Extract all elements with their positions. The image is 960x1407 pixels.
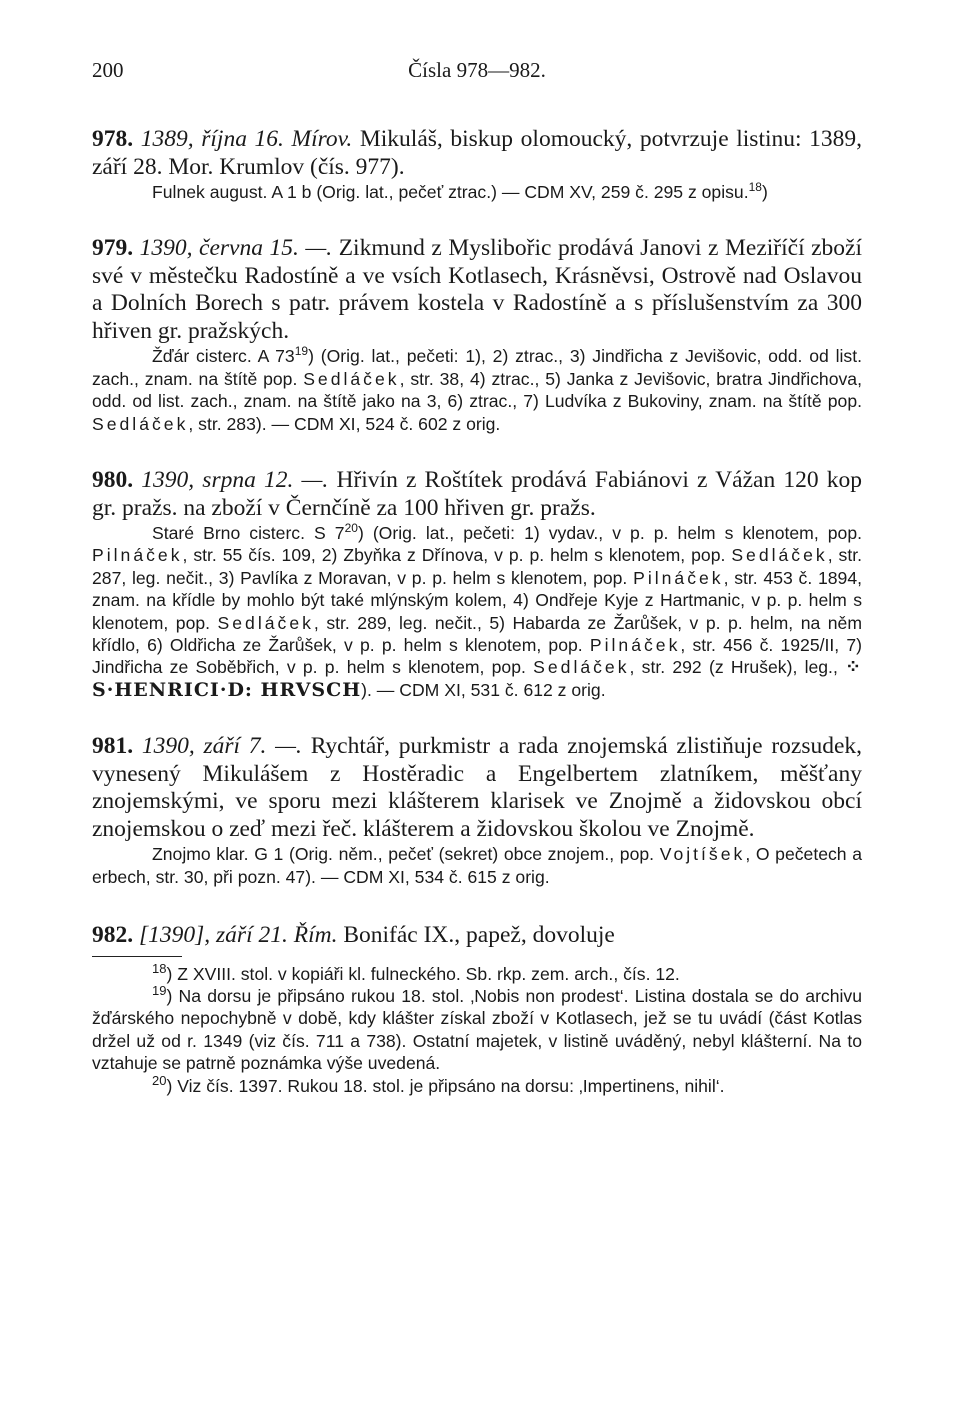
regest-date: [1390], září 21. Řím. xyxy=(139,922,338,949)
source-text: Fulnek august. A 1 b (Orig. lat., pečeť ztrac.) — CDM XV, 259 č. 295 z opisu. xyxy=(152,182,749,202)
page-header xyxy=(92,58,862,98)
regest-text: Rychtář, purkmistr a rada znojemská zlistiňuje rozsudek, vynesený Mikulášem z Hostěradic a Engelbertem zlatníkem, měšťany znojemskými, ve sporu mezi klášterem klarisek ve Znojmě a židovskou obcí znojemskou o zeď mezi řeč. klášterem a židovskou školou ve Znojmě. xyxy=(92,733,863,842)
regest-text: Bonifác IX., papež, dovoluje xyxy=(343,922,615,949)
author-name: Sedláček xyxy=(92,413,189,434)
source-text: , str. 55 čís. 109, 2) Zbyňka z Dřínova, v p. p. helm s klenotem, pop. xyxy=(182,545,732,566)
footnote-text: ) Z XVIII. stol. v kopiáři kl. fulneckého. Sb. rkp. zem. arch., čís. 12. xyxy=(166,963,680,984)
regest-heading xyxy=(92,733,862,843)
footnote-ref: 20 xyxy=(344,521,358,536)
source-note xyxy=(92,522,862,701)
source-text: , str. 292 (z Hrušek), leg., xyxy=(629,657,846,678)
regest-entry xyxy=(92,733,862,888)
source-text: , str. 453 č. 1894, znam. na křídle by mohlo být také mlýnským kolem, 4) Ondřeje Kyje z Hartmanic, v p. p. helm s klenotem, pop. xyxy=(92,567,862,633)
footnote-text: ) Viz čís. 1397. Rukou 18. stol. je připsáno na dorsu: ‚Impertinens, nihil‘. xyxy=(166,1075,725,1096)
author-name: Sedláček xyxy=(731,545,828,566)
source-text: ) xyxy=(761,182,768,202)
source-text: , str. 287, leg. nečit., 3) Pavlíka z Moravan, v p. p. helm s klenotem, pop. xyxy=(92,545,862,588)
source-text: , O pečetech a erbech, str. 30, při pozn. 47). — CDM XI, 534 č. 615 z orig. xyxy=(92,844,862,887)
regest-number: 982. xyxy=(92,922,134,949)
footnote xyxy=(92,960,862,985)
running-title: Čísla 978—982. xyxy=(408,58,546,82)
regest-text: Mikuláš, biskup olomoucký, potvrzuje listinu: 1389, září 28. Mor. Krumlov (čís. 977). xyxy=(92,126,863,180)
regest-entry xyxy=(92,126,862,203)
source-text: ) (Orig. lat., pečeti: 1) vydav., v p. p. helm s klenotem, pop. xyxy=(357,523,862,544)
regest-date: 1390, srpna 12. —. xyxy=(141,467,329,494)
footnote-text: ) Na dorsu je připsáno rukou 18. stol. ‚Nobis non prodest‘. Listina dostala se do archivu žďárského nepochybně v době, kdy klášter získal zboží v Kotlasech, jež se tu uvádí (část Kotlas držel už od r. 1349 (viz čís. 711 a 738). Ostatní majetek, v listině uváděný, nebyl klášterní. Na to vztahuje se patrně poznámka výše uvedená. xyxy=(92,986,862,1074)
source-text: , str. 283). — CDM XI, 524 č. 602 z orig. xyxy=(188,413,501,434)
source-text: , str. 289, leg. nečit., 5) Habarda ze Žarůšek, v p. p. helm, na něm křídlo, 6) Oldřicha ze Žarůšek, v p. p. helm s klenotem, pop. xyxy=(92,612,862,656)
regest-heading xyxy=(92,922,862,950)
footnote xyxy=(92,1072,862,1097)
regest-text: Hřivín z Roštítek prodává Fabiánovi z Vážan 120 kop gr. pražs. na zboží v Černčíně za 100 hřiven gr. pražs. xyxy=(92,467,863,521)
regest-date: 1389, října 16. Mírov. xyxy=(140,126,353,152)
regest-entry-982 xyxy=(92,922,862,950)
footnote-ref: 18 xyxy=(748,180,762,195)
source-note xyxy=(92,843,862,888)
footnote-ref: 19 xyxy=(294,344,309,359)
author-name: Sedláček xyxy=(303,368,400,389)
footnotes xyxy=(92,960,862,1097)
source-text: ) (Orig. lat., pečeti: 1), 2) ztrac., 3) Jindřicha z Jevišovic, odd. od list. zach., znam. na štítě pop. xyxy=(92,346,862,389)
author-name: Sedláček xyxy=(533,657,630,678)
source-text: Znojmo klar. G 1 (Orig. něm., pečeť (sekret) obce znojem., pop. xyxy=(152,844,660,865)
regest-date: 1390, června 15. —. xyxy=(139,235,333,262)
source-text: ). — CDM XI, 531 č. 612 z orig. xyxy=(361,679,606,700)
regest-heading xyxy=(92,126,862,181)
author-name: Pilnáček xyxy=(589,635,681,656)
page-number: 200 xyxy=(92,58,124,82)
footnote-mark: 18 xyxy=(152,960,167,976)
source-note xyxy=(92,345,862,435)
regesta-list xyxy=(92,126,862,888)
regest-text: Zikmund z Myslibořic prodává Janovi z Meziříčí zboží své v městečku Radostíně a ve vsích Kotlasech, Krásněvsi, Ostrově nad Oslavou a Dolních Borech s patr. právem kostela v Radostíně a s příslušenstvím za 300 hřiven gr. pražských. xyxy=(92,235,863,344)
regest-heading xyxy=(92,467,862,522)
regest-date: 1390, září 7. —. xyxy=(141,733,302,760)
footnote xyxy=(92,985,862,1075)
regest-entry xyxy=(92,467,862,701)
document-page xyxy=(92,58,862,1097)
regest-entry xyxy=(92,235,862,435)
source-text: Žďár cisterc. A 73 xyxy=(152,346,295,367)
footnote-mark: 19 xyxy=(152,983,167,999)
author-name: Pilnáček xyxy=(92,545,183,566)
footnote-separator xyxy=(92,956,182,957)
source-text: , str. 38, 4) ztrac., 5) Janka z Jevišovic, bratra Jindřichova, odd. od list. zach., znam. na štítě jako na 3, 6) ztrac., 7) Ludvíka z Bukoviny, znam. na štítě pop. xyxy=(92,368,862,412)
author-name: Pilnáček xyxy=(633,567,724,588)
source-text: , str. 456 č. 1925/II, 7) Jindřicha ze Soběbřich, v p. p. helm s klenotem, pop. xyxy=(92,635,863,678)
source-text: Staré Brno cisterc. S 7 xyxy=(152,523,345,544)
source-note xyxy=(92,181,862,203)
regest-number: 978. xyxy=(92,126,134,152)
regest-number: 981. xyxy=(92,733,134,760)
regest-number: 980. xyxy=(92,467,134,494)
regest-heading xyxy=(92,235,862,345)
seal-legend: ⁘ S·HENRICI·D: HRVSCH xyxy=(92,656,863,701)
regest-number: 979. xyxy=(92,235,134,262)
author-name: Sedláček xyxy=(217,612,314,633)
footnote-mark: 20 xyxy=(152,1072,167,1088)
author-name: Vojtíšek xyxy=(659,844,746,865)
